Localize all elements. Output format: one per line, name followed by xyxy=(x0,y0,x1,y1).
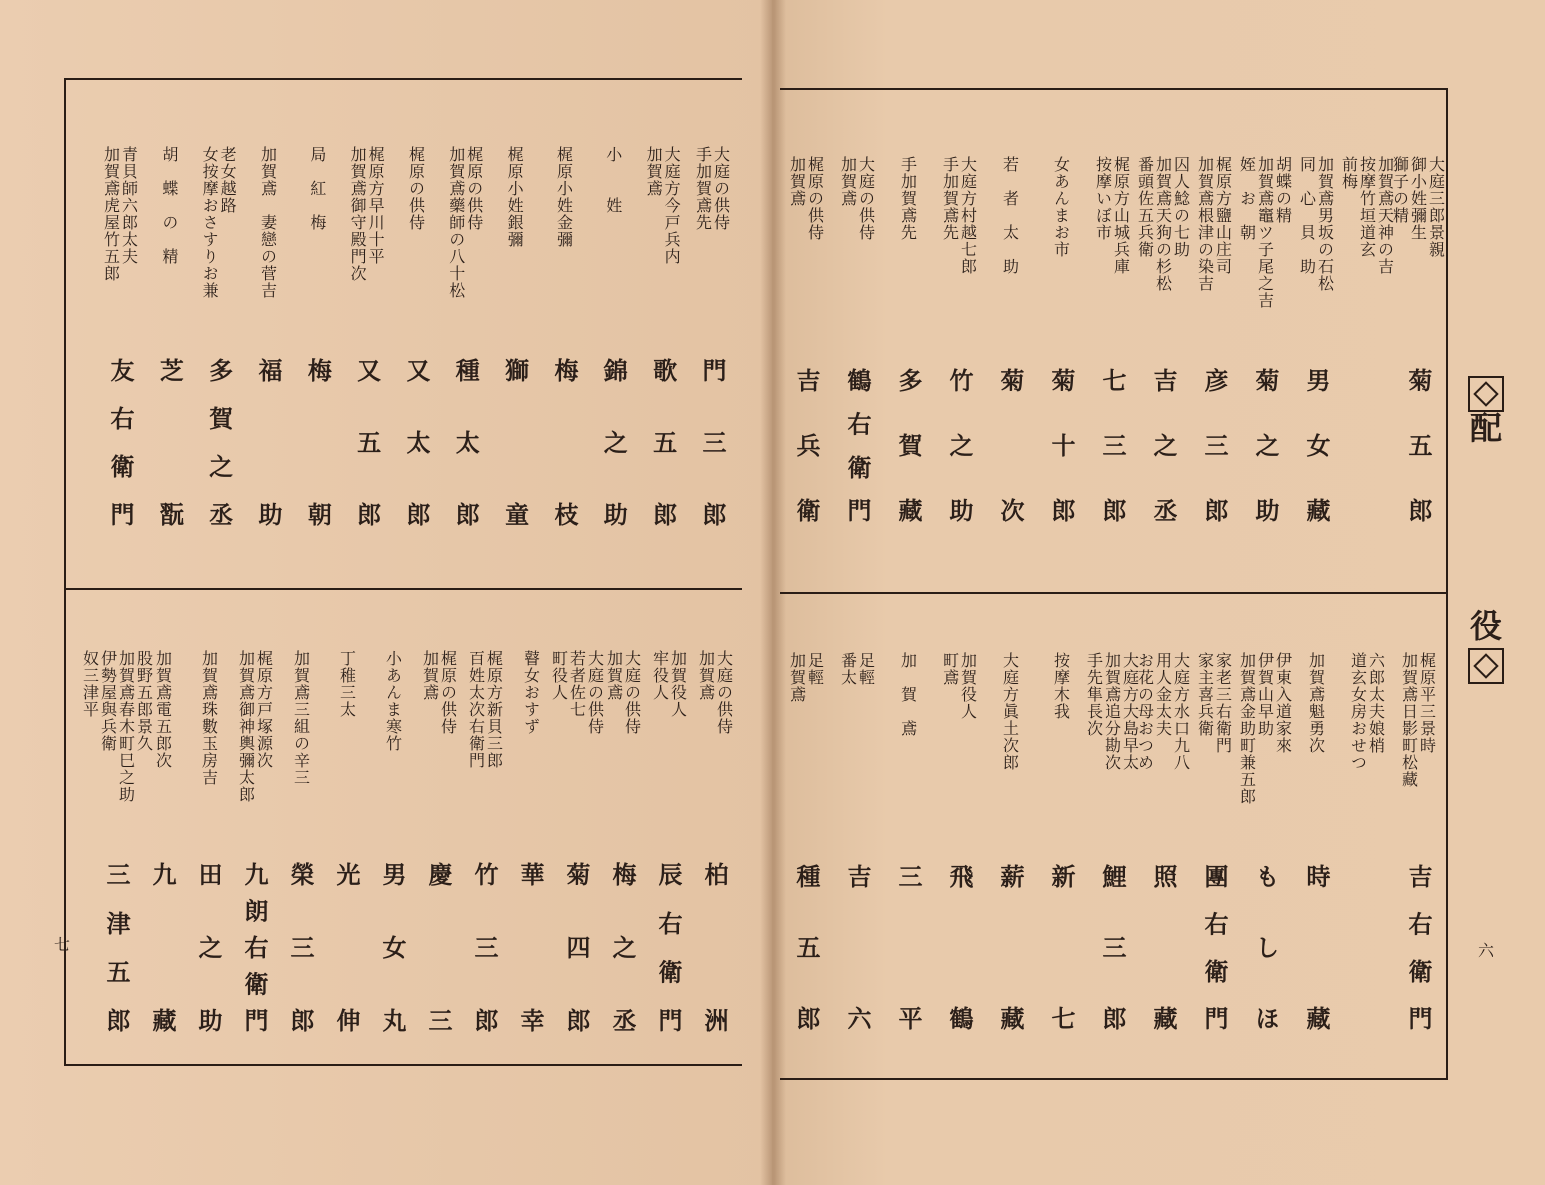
actor-name: 吉右衛門 xyxy=(1404,864,1433,1030)
actor-name: 芝 翫 xyxy=(155,358,185,526)
role-line: 若者佐七 xyxy=(567,650,587,718)
role-name xyxy=(1037,156,1085,306)
cast-entry xyxy=(96,146,144,536)
actor-name: 竹三郎 xyxy=(470,862,499,1032)
role-line: 胡蝶の精 xyxy=(1273,156,1293,224)
role-name xyxy=(1343,652,1391,802)
role-name xyxy=(884,652,932,802)
page-number-left: 七 xyxy=(54,935,71,954)
cast-entry xyxy=(441,146,489,536)
actor-name: 種五郎 xyxy=(792,864,821,1030)
role-line: 梶原方早川十平 xyxy=(366,146,386,265)
role-line: 加賀鳶男坂の石松 xyxy=(1315,156,1335,292)
role-name xyxy=(833,156,881,306)
actor-name: 七三郎 xyxy=(1098,368,1127,522)
role-line: 按摩木我 xyxy=(1051,652,1071,720)
actor-name: 竹之助 xyxy=(945,368,974,522)
role-name xyxy=(441,146,489,299)
actor-name: 彦三郎 xyxy=(1200,368,1229,522)
role-line: 道玄女房おせつ xyxy=(1348,652,1368,771)
role-name xyxy=(1394,652,1442,802)
role-name xyxy=(392,146,440,296)
actor-name: 三 平 xyxy=(894,864,923,1030)
left-divider xyxy=(64,588,742,590)
role-name xyxy=(1088,156,1136,306)
role-line: 手先隼長次 xyxy=(1084,652,1104,737)
role-line: 老女越路 xyxy=(218,146,238,214)
role-name xyxy=(278,650,324,800)
role-line: 牢役人 xyxy=(650,650,670,701)
cast-entry xyxy=(833,156,881,532)
role-line: 按摩いぼ市 xyxy=(1093,156,1113,241)
role-line: 大庭方眞土次郎 xyxy=(1000,652,1020,771)
role-line: 梶原の供侍 xyxy=(464,146,484,231)
actor-name: 福 助 xyxy=(253,358,283,526)
cast-panel-left-bottom xyxy=(80,650,738,1042)
role-line: 加賀鳶 妻戀の菅吉 xyxy=(258,146,278,299)
role-name xyxy=(1390,156,1446,306)
cast-entry xyxy=(1394,652,1442,1040)
actor-name: 鶴右衛門 xyxy=(843,368,872,522)
role-name xyxy=(1135,156,1191,306)
actor-name: もしほ xyxy=(1251,864,1280,1030)
role-line: 同 心 貝 助 xyxy=(1297,156,1317,275)
role-line: 前梅 xyxy=(1339,156,1359,190)
role-name xyxy=(1292,652,1340,802)
actor-name: 菊五郎 xyxy=(1404,368,1433,522)
actor-name: 薪 藏 xyxy=(996,864,1025,1030)
role-line: 御小姓彌生 xyxy=(1408,156,1428,241)
role-line: 百姓太次右衛門 xyxy=(466,650,486,769)
role-line: 加賀鳶魁勇次 xyxy=(1306,652,1326,754)
actor-name: 門三郎 xyxy=(697,358,727,526)
heading-char-1: 配 xyxy=(1469,409,1502,447)
role-name xyxy=(462,650,508,800)
role-name xyxy=(1339,156,1395,306)
role-name xyxy=(692,650,738,800)
role-line: 加賀鳶 xyxy=(644,146,664,197)
role-line: 局 紅 梅 xyxy=(307,146,327,231)
role-name xyxy=(646,650,692,800)
actor-name: 柏 洲 xyxy=(700,862,729,1032)
cast-entry xyxy=(370,650,416,1042)
role-line: 家主喜兵衛 xyxy=(1195,652,1215,737)
actor-name: 九朗右衛門 xyxy=(240,862,269,1032)
role-line: 加賀鳶電五郎次 xyxy=(153,650,173,769)
cast-entry xyxy=(782,652,830,1040)
actor-name: 梅 枝 xyxy=(549,358,579,526)
actor-name: 田之助 xyxy=(194,862,223,1032)
cast-entry xyxy=(1135,156,1191,532)
actor-name: 菊之助 xyxy=(1251,368,1280,522)
actor-name: 梅之丞 xyxy=(608,862,637,1032)
role-line: 町鳶 xyxy=(940,652,960,686)
actor-name: 九 藏 xyxy=(148,862,177,1032)
cast-entry xyxy=(935,156,983,532)
role-line: 丁稚三太 xyxy=(337,650,357,718)
cast-entry xyxy=(186,650,232,1042)
actor-name: 菊十郎 xyxy=(1047,368,1076,522)
role-name xyxy=(986,652,1034,802)
cast-entry xyxy=(244,146,292,536)
role-line: 梶原の供侍 xyxy=(438,650,458,735)
role-line: 大庭の供侍 xyxy=(622,650,642,735)
actor-name: 又五郎 xyxy=(352,358,382,526)
actor-name: 榮三郎 xyxy=(286,862,315,1032)
cast-entry xyxy=(935,652,983,1040)
actor-name: 吉 六 xyxy=(843,864,872,1030)
role-name xyxy=(1237,652,1293,805)
cast-entry xyxy=(1292,156,1340,532)
role-line: 若 者 太 助 xyxy=(1000,156,1020,275)
actor-name: 歌五郎 xyxy=(648,358,678,526)
role-line: 女あんまお市 xyxy=(1051,156,1071,258)
role-name xyxy=(324,650,370,800)
actor-name: 吉兵衛 xyxy=(792,368,821,522)
role-line: 伊東入道家來 xyxy=(1273,652,1293,754)
role-line: 大庭方水口九八 xyxy=(1171,652,1191,771)
role-name xyxy=(884,156,932,306)
actor-name: 種太郎 xyxy=(451,358,481,526)
role-line: 家老三右衛門 xyxy=(1213,652,1233,754)
cast-entry xyxy=(1292,652,1340,1040)
role-line: 加賀鳶 xyxy=(696,650,716,701)
actor-name: 慶 三 xyxy=(424,862,453,1032)
role-line: 加賀鳶御神輿彌太郎 xyxy=(236,650,256,803)
role-name xyxy=(244,146,292,299)
cast-entry xyxy=(508,650,554,1042)
role-name xyxy=(688,146,736,296)
diamond-ornament-top xyxy=(1468,376,1504,412)
role-line: 獅子の精 xyxy=(1390,156,1410,224)
cast-entry xyxy=(1190,652,1238,1040)
role-line: 梶原方戸塚源次 xyxy=(254,650,274,769)
role-line: 大庭の供侍 xyxy=(711,146,731,231)
role-line: 伊勢屋與兵衛 xyxy=(98,650,118,752)
cast-entry xyxy=(491,146,539,536)
role-line: 六郎太夫娘梢 xyxy=(1366,652,1386,754)
cast-entry xyxy=(1135,652,1191,1040)
role-line: 加賀鳶御守殿門次 xyxy=(348,146,368,282)
cast-entry xyxy=(1343,652,1391,1040)
role-line: 大庭の供侍 xyxy=(714,650,734,735)
role-line: 青貝師六郎太夫 xyxy=(119,146,139,265)
cast-entry xyxy=(884,652,932,1040)
role-name xyxy=(833,652,881,802)
cast-entry xyxy=(1037,652,1085,1040)
role-line: お花の母おつめ xyxy=(1135,652,1155,771)
role-line: 大庭方村越七郎 xyxy=(958,156,978,275)
role-line: 加賀鳶 xyxy=(420,650,440,701)
cast-entry xyxy=(692,650,738,1042)
actor-name: 三津五郎 xyxy=(102,862,131,1032)
cast-entry xyxy=(1237,156,1293,532)
role-line: 囚人鯰の七助 xyxy=(1171,156,1191,258)
cast-entry xyxy=(986,652,1034,1040)
cast-entry xyxy=(293,146,341,536)
role-line: 加賀鳶 xyxy=(604,650,624,701)
heading-char-2: 役 xyxy=(1469,607,1502,645)
role-name xyxy=(986,156,1034,306)
role-name xyxy=(416,650,462,800)
role-name xyxy=(186,650,232,800)
role-name xyxy=(589,146,637,296)
role-line: 梶原方新貝三郎 xyxy=(484,650,504,769)
actor-name: 吉之丞 xyxy=(1149,368,1178,522)
cast-panel-right-bottom xyxy=(782,652,1442,1040)
role-line: 加賀鳶天狗の杉松 xyxy=(1153,156,1173,292)
role-line: 加賀鳶天神の吉 xyxy=(1375,156,1395,275)
role-line: 女按摩おさすりお兼 xyxy=(200,146,220,299)
role-line: 大庭方大島早太 xyxy=(1120,652,1140,771)
actor-name: 梅 朝 xyxy=(303,358,333,526)
role-line: 足輕 xyxy=(805,652,825,686)
cast-entry xyxy=(416,650,462,1042)
actor-name: 多賀藏 xyxy=(894,368,923,522)
role-line: 梶原の供侍 xyxy=(805,156,825,241)
role-line: 伊賀山早助 xyxy=(1255,652,1275,737)
cast-entry xyxy=(688,146,736,536)
cast-entry xyxy=(278,650,324,1042)
role-line: 大庭の供侍 xyxy=(856,156,876,241)
cast-entry xyxy=(392,146,440,536)
role-line: 大庭三郎景親 xyxy=(1426,156,1446,258)
actor-name: 華 幸 xyxy=(516,862,545,1032)
actor-name: 男女丸 xyxy=(378,862,407,1032)
role-line: 用人金太夫 xyxy=(1153,652,1173,737)
actor-name: 友右衛門 xyxy=(106,358,135,526)
role-line: 股野五郎景久 xyxy=(134,650,154,752)
role-line: 加賀鳶虎屋竹五郎 xyxy=(101,146,121,282)
cast-entry xyxy=(80,650,154,1042)
role-name xyxy=(549,650,605,800)
role-line: 梶原小姓金彌 xyxy=(554,146,574,248)
role-name xyxy=(1135,652,1191,802)
role-name xyxy=(80,650,154,803)
actor-name: 辰右衛門 xyxy=(654,862,683,1032)
role-line: 瞽女おすず xyxy=(521,650,541,735)
actor-name: 光 伸 xyxy=(332,862,361,1032)
role-name xyxy=(1084,652,1140,802)
role-line: 町役人 xyxy=(549,650,569,701)
cast-entry xyxy=(986,156,1034,532)
cast-entry xyxy=(1390,156,1446,532)
role-line: 足輕 xyxy=(856,652,876,686)
role-name xyxy=(343,146,391,296)
role-line: 梶原方山城兵庫 xyxy=(1111,156,1131,275)
role-name xyxy=(145,146,193,296)
cast-entry xyxy=(884,156,932,532)
cast-entry xyxy=(540,146,588,536)
role-name xyxy=(195,146,243,299)
role-line: 加賀鳶竈ツ子尾之吉 xyxy=(1255,156,1275,309)
role-line: 小あんま寒竹 xyxy=(383,650,403,752)
role-name xyxy=(293,146,341,296)
cast-entry xyxy=(1339,156,1395,532)
role-line: 番頭佐五兵衛 xyxy=(1135,156,1155,258)
actor-name xyxy=(1343,864,1391,1030)
role-name xyxy=(540,146,588,296)
role-line: 按摩竹垣道玄 xyxy=(1357,156,1377,258)
role-name xyxy=(508,650,554,800)
role-name xyxy=(782,156,830,306)
role-line: 加賀鳶 xyxy=(787,652,807,703)
role-line: 加賀鳶根津の染吉 xyxy=(1195,156,1215,292)
role-line: 大庭の供侍 xyxy=(585,650,605,735)
role-name xyxy=(639,146,687,296)
cast-entry xyxy=(833,652,881,1040)
role-line: 奴三津平 xyxy=(80,650,100,718)
cast-entry xyxy=(1237,652,1293,1040)
role-name xyxy=(1292,156,1340,306)
cast-entry xyxy=(639,146,687,536)
actor-name: 多賀之丞 xyxy=(204,358,234,526)
actor-name: 男女藏 xyxy=(1302,368,1331,522)
role-line: 梶原の供侍 xyxy=(406,146,426,231)
role-line: 加賀鳶金助町兼五郎 xyxy=(1237,652,1257,805)
role-name xyxy=(232,650,278,803)
role-line: 梶原方鹽山庄司 xyxy=(1213,156,1233,275)
role-line: 加賀鳶珠數玉房吉 xyxy=(199,650,219,786)
role-line: 小 姓 xyxy=(603,146,623,214)
role-line: 加賀鳶 xyxy=(838,156,858,207)
cast-entry xyxy=(1084,652,1140,1040)
cast-entry xyxy=(462,650,508,1042)
cast-entry xyxy=(1088,156,1136,532)
page-number-right: 六 xyxy=(1478,941,1495,960)
actor-name: 錦之助 xyxy=(599,358,629,526)
diamond-ornament-bottom xyxy=(1468,648,1504,684)
cast-entry xyxy=(145,146,193,536)
role-line: 姪 お 朝 xyxy=(1237,156,1257,241)
role-name xyxy=(1237,156,1293,309)
role-line: 手加賀鳶先 xyxy=(693,146,713,231)
cast-panel-right-top xyxy=(782,156,1446,532)
role-name xyxy=(1037,652,1085,802)
role-name xyxy=(491,146,539,296)
role-line: 加賀役人 xyxy=(958,652,978,720)
cast-entry xyxy=(1190,156,1238,532)
actor-name: 菊 次 xyxy=(996,368,1025,522)
cast-entry xyxy=(232,650,278,1042)
role-line: 加賀鳶追分勘次 xyxy=(1102,652,1122,771)
role-line: 梶原平三景時 xyxy=(1417,652,1437,754)
cast-entry xyxy=(324,650,370,1042)
role-line: 加賀鳶日影町松藏 xyxy=(1399,652,1419,788)
role-line: 加賀鳶春木町巳之助 xyxy=(116,650,136,803)
cast-entry xyxy=(1037,156,1085,532)
role-name xyxy=(935,652,983,802)
role-line: 大庭方今戸兵内 xyxy=(662,146,682,265)
role-line: 梶原小姓銀彌 xyxy=(505,146,525,248)
role-line: 加賀役人 xyxy=(668,650,688,718)
actor-name: 鯉三郎 xyxy=(1098,864,1127,1030)
role-name xyxy=(1190,652,1238,802)
actor-name: 時 藏 xyxy=(1302,864,1331,1030)
role-name xyxy=(782,652,830,802)
role-line: 手加賀鳶先 xyxy=(940,156,960,241)
role-line: 胡 蝶 の 精 xyxy=(159,146,179,265)
actor-name: 團右衛門 xyxy=(1200,864,1229,1030)
role-name xyxy=(96,146,144,296)
actor-name: 菊四郎 xyxy=(562,862,591,1032)
actor-name: 照 藏 xyxy=(1149,864,1178,1030)
actor-name: 獅 童 xyxy=(500,358,530,526)
cast-entry xyxy=(589,146,637,536)
cast-entry xyxy=(782,156,830,532)
role-line: 手加賀鳶先 xyxy=(898,156,918,241)
actor-name: 飛 鶴 xyxy=(945,864,974,1030)
cast-panel-left-top xyxy=(96,146,736,536)
role-name xyxy=(935,156,983,306)
role-name xyxy=(1190,156,1238,306)
actor-name: 新 七 xyxy=(1047,864,1076,1030)
cast-entry xyxy=(343,146,391,536)
cast-entry xyxy=(195,146,243,536)
role-line: 加賀鳶三組の辛三 xyxy=(291,650,311,786)
cast-entry xyxy=(549,650,605,1042)
actor-name: 又太郎 xyxy=(401,358,431,526)
role-line: 加賀鳶藥師の八十松 xyxy=(446,146,466,299)
cast-entry xyxy=(646,650,692,1042)
actor-name xyxy=(1343,368,1391,522)
role-name xyxy=(600,650,646,800)
role-line: 加賀鳶 xyxy=(787,156,807,207)
role-line: 加 賀 鳶 xyxy=(898,652,918,737)
cast-entry xyxy=(600,650,646,1042)
role-line: 番太 xyxy=(838,652,858,686)
role-name xyxy=(370,650,416,800)
right-divider xyxy=(780,592,1448,594)
